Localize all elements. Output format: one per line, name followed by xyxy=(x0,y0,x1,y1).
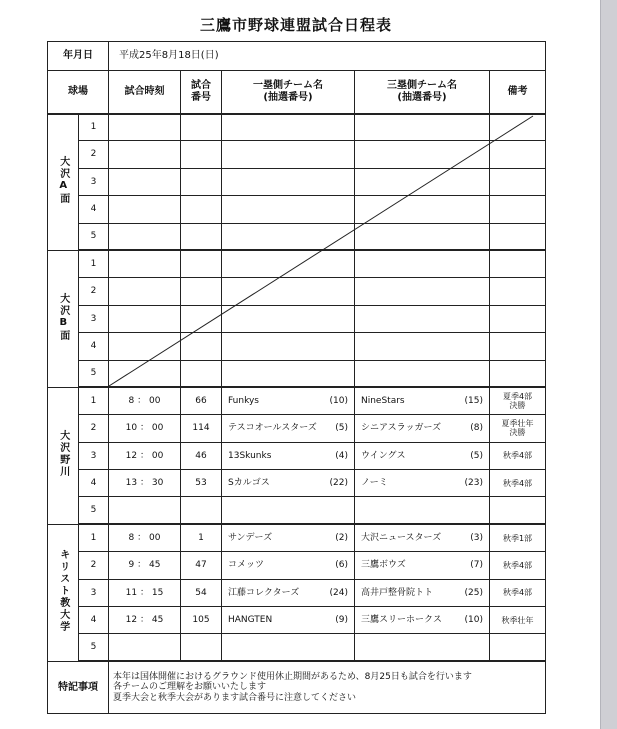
game-time xyxy=(109,223,181,250)
schedule-row xyxy=(48,634,546,661)
remarks: 秋季4部 xyxy=(490,470,546,497)
remarks: 夏季壮年 決勝 xyxy=(490,415,546,442)
row-number: 3 xyxy=(79,442,109,469)
special-note-line: 本年は国体開催におけるグラウンド使用休止期間があるため、8月25日も試合を行います xyxy=(113,672,472,683)
schedule-row xyxy=(48,415,546,442)
row-number: 4 xyxy=(79,333,109,360)
schedule-row xyxy=(48,196,546,223)
remarks: 秋季1部 xyxy=(490,524,546,551)
special-note-line: 各チームのご理解をお願いいたします xyxy=(113,682,267,693)
remarks: 秋季4部 xyxy=(490,442,546,469)
row-number: 1 xyxy=(79,114,109,141)
schedule-row xyxy=(48,387,546,414)
row-number: 2 xyxy=(79,552,109,579)
first-base-team-cell xyxy=(222,168,355,195)
third-base-team-cell xyxy=(355,415,490,442)
header-third-team: 三塁側チーム名 (抽選番号) xyxy=(355,71,490,114)
remarks xyxy=(490,141,546,168)
row-number: 3 xyxy=(79,168,109,195)
third-base-team-name: ウイングス xyxy=(361,450,406,461)
venue-cell xyxy=(48,524,79,661)
game-time xyxy=(109,360,181,387)
first-base-team-name: コメッツ xyxy=(228,560,265,571)
first-base-team-name: 13Skunks xyxy=(228,450,272,461)
third-base-team-lottery-number: (23) xyxy=(464,478,483,489)
row-number: 5 xyxy=(79,634,109,661)
schedule-row xyxy=(48,333,546,360)
row-number: 4 xyxy=(79,470,109,497)
venue-cell xyxy=(48,114,79,251)
game-number xyxy=(181,168,222,195)
header-time: 試合時刻 xyxy=(109,71,181,114)
special-notes-text xyxy=(109,661,546,713)
third-base-team-cell xyxy=(355,497,490,524)
third-base-team-cell xyxy=(355,387,490,414)
schedule-row xyxy=(48,141,546,168)
game-number xyxy=(181,360,222,387)
schedule-row xyxy=(48,114,546,141)
game-time: 10 ： 00 xyxy=(109,415,181,442)
third-base-team-cell xyxy=(355,305,490,332)
header-first-team: 一塁側チーム名 (抽選番号) xyxy=(222,71,355,114)
third-base-team-cell xyxy=(355,360,490,387)
first-base-team-lottery-number: (4) xyxy=(335,450,348,461)
third-base-team-cell xyxy=(355,607,490,634)
game-number xyxy=(181,141,222,168)
first-base-team-name: HANGTEN xyxy=(228,615,273,626)
special-notes-label: 特記事項 xyxy=(48,661,109,713)
schedule-row xyxy=(48,497,546,524)
venue-name: 大沢野川 xyxy=(57,430,69,479)
row-number: 4 xyxy=(79,196,109,223)
row-number: 1 xyxy=(79,387,109,414)
game-number: 53 xyxy=(181,470,222,497)
first-base-team-name: Sカルゴス xyxy=(228,478,270,489)
third-base-team-cell xyxy=(355,470,490,497)
game-number xyxy=(181,278,222,305)
first-base-team-cell xyxy=(222,579,355,606)
third-base-team-cell xyxy=(355,223,490,250)
special-notes-row xyxy=(48,661,546,713)
game-time xyxy=(109,278,181,305)
third-base-team-lottery-number: (5) xyxy=(470,450,483,461)
game-number xyxy=(181,305,222,332)
third-base-team-cell xyxy=(355,579,490,606)
game-time xyxy=(109,168,181,195)
third-base-team-name: NineStars xyxy=(361,396,405,407)
remarks: 秋季4部 xyxy=(490,552,546,579)
game-time xyxy=(109,497,181,524)
date-label: 年月日 xyxy=(48,42,109,71)
remarks xyxy=(490,497,546,524)
first-base-team-name: サンデーズ xyxy=(228,533,273,544)
game-time xyxy=(109,333,181,360)
first-base-team-cell xyxy=(222,250,355,277)
third-base-team-lottery-number: (15) xyxy=(464,396,483,407)
game-time: 9 ： 45 xyxy=(109,552,181,579)
third-base-team-cell xyxy=(355,634,490,661)
schedule-row xyxy=(48,305,546,332)
game-number xyxy=(181,250,222,277)
third-base-team-lottery-number: (10) xyxy=(464,615,483,626)
first-base-team-cell xyxy=(222,470,355,497)
schedule-table xyxy=(47,41,546,714)
third-base-team-lottery-number: (3) xyxy=(470,533,483,544)
row-number: 5 xyxy=(79,223,109,250)
row-number: 4 xyxy=(79,607,109,634)
third-base-team-lottery-number: (8) xyxy=(470,423,483,434)
remarks: 秋季壮年 xyxy=(490,607,546,634)
row-number: 5 xyxy=(79,497,109,524)
third-base-team-cell xyxy=(355,114,490,141)
remarks xyxy=(490,360,546,387)
remarks xyxy=(490,634,546,661)
first-base-team-lottery-number: (6) xyxy=(335,560,348,571)
remarks xyxy=(490,114,546,141)
game-time xyxy=(109,196,181,223)
third-base-team-cell xyxy=(355,278,490,305)
first-base-team-lottery-number: (22) xyxy=(329,478,348,489)
first-base-team-lottery-number: (9) xyxy=(335,615,348,626)
game-time xyxy=(109,141,181,168)
first-base-team-lottery-number: (2) xyxy=(335,533,348,544)
first-base-team-cell xyxy=(222,634,355,661)
game-number xyxy=(181,634,222,661)
game-number xyxy=(181,333,222,360)
first-base-team-cell xyxy=(222,607,355,634)
schedule-row xyxy=(48,360,546,387)
game-time: 8 ： 00 xyxy=(109,524,181,551)
first-base-team-cell xyxy=(222,278,355,305)
first-base-team-cell xyxy=(222,552,355,579)
schedule-row xyxy=(48,470,546,497)
row-number: 1 xyxy=(79,524,109,551)
third-base-team-lottery-number: (7) xyxy=(470,560,483,571)
remarks: 秋季4部 xyxy=(490,579,546,606)
first-base-team-cell xyxy=(222,524,355,551)
header-remarks: 備考 xyxy=(490,71,546,114)
schedule-row xyxy=(48,607,546,634)
first-base-team-cell xyxy=(222,305,355,332)
third-base-team-name: 高井戸整骨院トト xyxy=(361,587,434,598)
game-number xyxy=(181,223,222,250)
third-base-team-cell xyxy=(355,168,490,195)
remarks xyxy=(490,278,546,305)
third-base-team-cell xyxy=(355,250,490,277)
third-base-team-cell xyxy=(355,141,490,168)
schedule-row xyxy=(48,223,546,250)
game-number: 66 xyxy=(181,387,222,414)
remarks xyxy=(490,305,546,332)
schedule-row xyxy=(48,442,546,469)
third-base-team-name: 大沢ニュースターズ xyxy=(361,533,442,544)
game-time: 11 ： 15 xyxy=(109,579,181,606)
game-time xyxy=(109,114,181,141)
schedule-row xyxy=(48,250,546,277)
third-base-team-name: 三鷹スリーホークス xyxy=(361,615,442,626)
third-base-team-cell xyxy=(355,442,490,469)
game-time xyxy=(109,305,181,332)
first-base-team-cell xyxy=(222,360,355,387)
header-game-no: 試合 番号 xyxy=(181,71,222,114)
page-title: 三鷹市野球連盟試合日程表 xyxy=(199,16,392,34)
game-number: 47 xyxy=(181,552,222,579)
first-base-team-name: 江藤コレクターズ xyxy=(228,587,300,598)
row-number: 5 xyxy=(79,360,109,387)
schedule-row xyxy=(48,168,546,195)
game-time: 12 ： 45 xyxy=(109,607,181,634)
game-number xyxy=(181,196,222,223)
third-base-team-cell xyxy=(355,524,490,551)
third-base-team-name: ノーミ xyxy=(361,478,388,489)
remarks xyxy=(490,196,546,223)
schedule-row xyxy=(48,552,546,579)
special-note-line: 夏季大会と秋季大会があります試合番号に注意してください xyxy=(113,692,357,703)
first-base-team-lottery-number: (10) xyxy=(329,396,348,407)
game-number: 105 xyxy=(181,607,222,634)
third-base-team-cell xyxy=(355,552,490,579)
venue-name: キリスト教大学 xyxy=(57,549,69,634)
first-base-team-cell xyxy=(222,141,355,168)
third-base-team-name: 三鷹ボウズ xyxy=(361,560,406,571)
first-base-team-cell xyxy=(222,497,355,524)
schedule-row xyxy=(48,278,546,305)
remarks xyxy=(490,250,546,277)
schedule-row xyxy=(48,524,546,551)
venue-name: 大沢B面 xyxy=(57,292,69,342)
game-time: 12 ： 00 xyxy=(109,442,181,469)
remarks xyxy=(490,168,546,195)
game-number: 46 xyxy=(181,442,222,469)
third-base-team-cell xyxy=(355,333,490,360)
game-number: 1 xyxy=(181,524,222,551)
row-number: 2 xyxy=(79,415,109,442)
third-base-team-lottery-number: (25) xyxy=(464,587,483,598)
row-number: 3 xyxy=(79,305,109,332)
first-base-team-cell xyxy=(222,415,355,442)
first-base-team-name: Funkys xyxy=(228,396,259,407)
first-base-team-name: テスコオールスターズ xyxy=(228,423,317,434)
row-number: 1 xyxy=(79,250,109,277)
venue-cell xyxy=(48,250,79,387)
game-time xyxy=(109,250,181,277)
remarks: 夏季4部 決勝 xyxy=(490,387,546,414)
game-number: 114 xyxy=(181,415,222,442)
game-time: 8 ： 00 xyxy=(109,387,181,414)
first-base-team-cell xyxy=(222,387,355,414)
row-number: 2 xyxy=(79,278,109,305)
venue-name: 大沢A面 xyxy=(57,156,69,206)
row-number: 3 xyxy=(79,579,109,606)
remarks xyxy=(490,333,546,360)
first-base-team-lottery-number: (24) xyxy=(329,587,348,598)
date-value: 平成25年8月18日(日) xyxy=(109,42,546,71)
venue-cell xyxy=(48,387,79,524)
game-number xyxy=(181,114,222,141)
game-time xyxy=(109,634,181,661)
game-number: 54 xyxy=(181,579,222,606)
row-number: 2 xyxy=(79,141,109,168)
game-number xyxy=(181,497,222,524)
first-base-team-cell xyxy=(222,114,355,141)
first-base-team-cell xyxy=(222,333,355,360)
third-base-team-cell xyxy=(355,196,490,223)
header-venue: 球場 xyxy=(48,71,109,114)
remarks xyxy=(490,223,546,250)
first-base-team-cell xyxy=(222,442,355,469)
first-base-team-lottery-number: (5) xyxy=(335,423,348,434)
third-base-team-name: シニアスラッガーズ xyxy=(361,423,442,434)
game-time: 13 ： 30 xyxy=(109,470,181,497)
first-base-team-cell xyxy=(222,223,355,250)
first-base-team-cell xyxy=(222,196,355,223)
viewer-scrollbar[interactable] xyxy=(600,0,617,729)
schedule-row xyxy=(48,579,546,606)
